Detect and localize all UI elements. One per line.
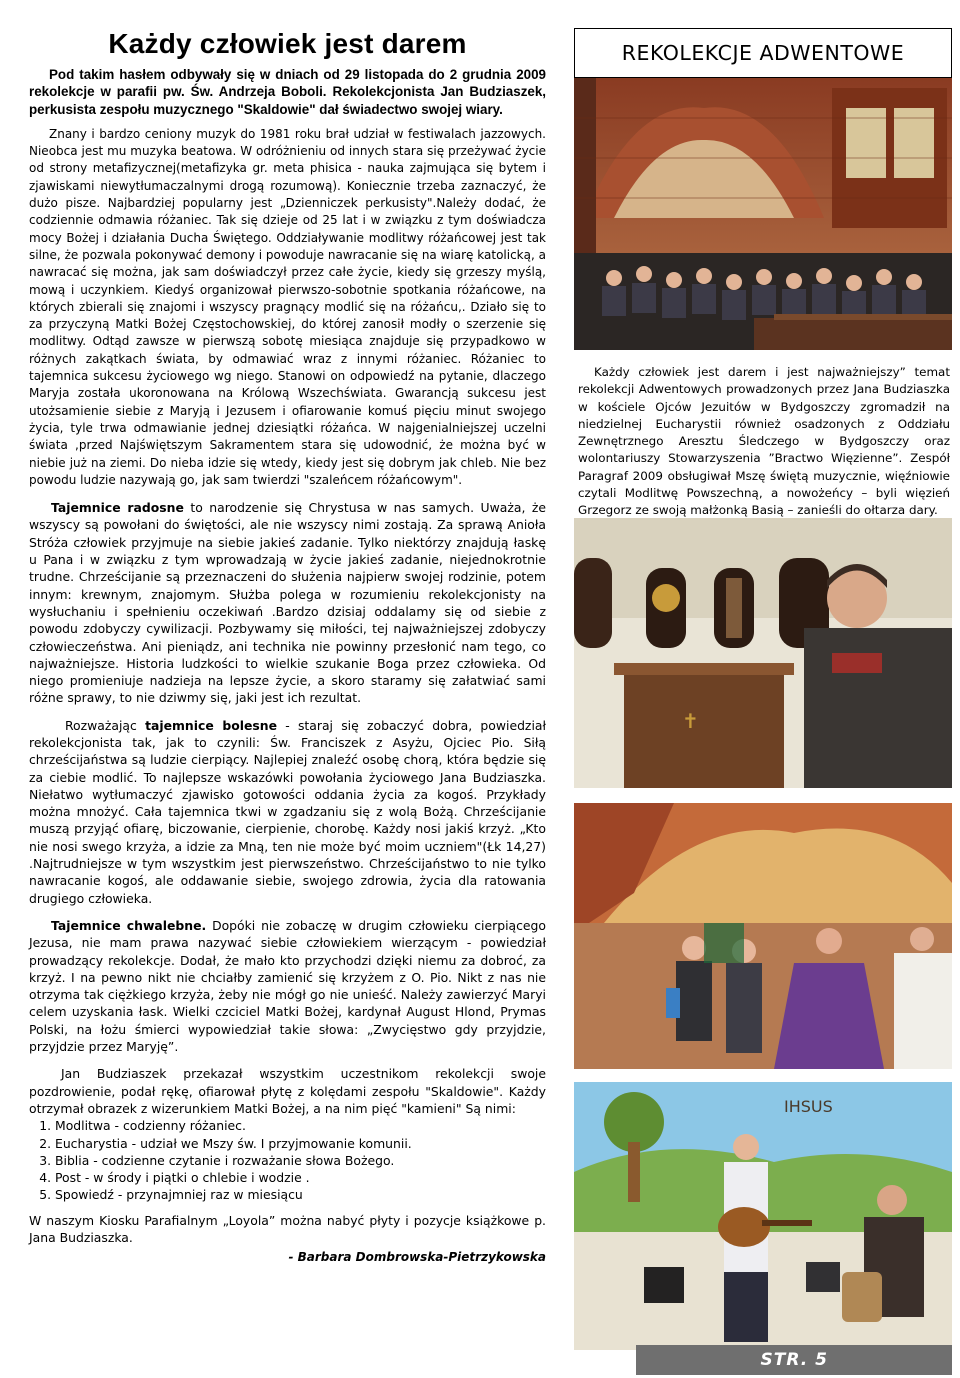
- svg-text:IHSUS: IHSUS: [784, 1097, 833, 1116]
- paragraph-3: [29, 717, 546, 907]
- paragraph-2-heading: Tajemnice radosne: [51, 500, 184, 516]
- photo-ceremony: [574, 803, 952, 1069]
- paragraph-4-text: Dopóki nie zobaczę w drugim człowieku cierpiącego Jezusa, nie mam prawa nazywać siebie człowiekiem wierzącym - powiedział prowadzący rekolekcje. Dodał, że mało kto przychodzi dzięki niemu za dobroć, za krzyż. I na pewno nikt nie chciałby zamienić się krzyżem z O. Pio. Nikt z nas nie otrzyma tak ciężkiego krzyża, żeby nie mógł go nie unieść. Należy zawierzyć Maryi celem uzyskania łask. Wielki czciciel Matki Bożej, kardynał August Hlond, Prymas Polski, na łożu śmierci wypowiedział takie słowa: „Zwycięstwo gdy przyjdzie, przyjdzie przez Maryję”.: [29, 917, 546, 1055]
- paragraph-1: [29, 126, 546, 489]
- article-column: [29, 28, 546, 1264]
- article-lead-text: Pod takim hasłem odbywały się w dniach od 29 listopada do 2 grudnia 2009 rekolekcje w parafii pw. Św. Andrzeja Boboli. Rekolekcjonista Jan Budziaszek, perkusista zespołu muzycznego "Skaldowie" dał świadectwo swojej wiary.: [29, 67, 546, 117]
- paragraph-5-text: Jan Budziaszek przekazał wszystkim uczestnikom rekolekcji swoje pozdrowienie, podał rękę, ofiarował płytę z kolędami zespołu "Skaldowie". Każdy otrzymał obrazek z wizerunkiem Matki Bożej, a na nim pięć "kamieni" Są nimi:: [29, 1066, 546, 1116]
- list-item: 2. Eucharystia - udział we Mszy św. I przyjmowanie komunii.: [55, 1135, 546, 1152]
- photo-congregation: [574, 78, 952, 350]
- article-lead: [29, 66, 546, 118]
- paragraph-2: [29, 499, 546, 707]
- paragraph-3-pre: Rozważając: [65, 717, 146, 733]
- musicians-image: [574, 1082, 952, 1350]
- five-stones-list: [29, 1117, 546, 1203]
- paragraph-2-text: to narodzenie się Chrystusa w nas samych. Uważa, że wszyscy są powołani do świętości, ale nie wszyscy nimi zostają. Za sprawą Anioła Stróża człowiek przyjmuje na siebie jakieś zadanie. Tylko niektórzy znajdują łaskę u Pana i w związku z tym wprowadzają w życie jakieś zadanie, niejednokrotnie trudne. Chrześcijanie są przeznaczeni do służenia najpierw swojej rodzinie, potem innym: krewnym, znajomym. Służba polega w rozumieniu rekolekcjonisty na wysłuchaniu i spełnieniu oczekiwań .Bardzo dzisiaj oddalamy się od siebie z powodu zdobyczy cywilizacji. Pozbywamy się miłości, tej najważniejszej zdobyczy człowieczeństwa. Ani pieniądz, ani technika nie powinny przesłonić nam tego, co najważniejsze. Historia ludzkości to wielkie szukanie Boga przez człowieka. Od niego promieniuje nadzieja na lepsze życie, a skoro staramy się załatwiać sami różne sprawy, to nie dziwmy się, jaki jest ich rezultat.: [29, 500, 546, 706]
- paragraph-4: [29, 917, 546, 1055]
- list-item: 3. Biblia - codzienne czytanie i rozważanie słowa Bożego.: [55, 1152, 546, 1169]
- photo-caption: [578, 364, 950, 520]
- congregation-image: [574, 78, 952, 350]
- list-item: 4. Post - w środy i piątki o chlebie i wodzie .: [55, 1169, 546, 1186]
- article-title: Każdy człowiek jest darem: [108, 28, 467, 59]
- photo-musicians: [574, 1082, 952, 1350]
- paragraph-3-text: - staraj się zobaczyć dobra, powiedział rekolekcjonista tak, jak to czynili: Św. Franciszek z Asyżu, Ojciec Pio. Siłą chrześcijaństwa są ludzie cierpiący. Najlepiej znaleźć osobę chorą, która będzie się za ciebie modlić. To najlepsze wskazówki powołania życiowego Jana Budziaszka. Niełatwo wytłumaczyć zjawisko gotowości oddania życia za kogoś. Przykłady można mnożyć. Cała tajemnica tkwi w zgadzaniu się z wolą Bożą. Chrześcijanie muszą przyjąć ofiarę, biczowanie, cierpienie, chorobę. Każdy nosi jakiś krzyż. „Kto nie nosi swego krzyża, a idzie za Mną, ten nie może być moim uczniem"(Łk 14,27) .Najtrudniejsze w tym wszystkim jest pierwszeństwo. Chrześcijaństwo to nie tylko nawracanie kogoś, ale oddawanie siebie, swojego zdrowia, życia dla ratowania drugiego człowieka.: [29, 717, 546, 906]
- author-signature: - Barbara Dombrowska-Pietrzykowska: [288, 1250, 546, 1265]
- paragraph-6: [29, 1212, 546, 1247]
- sidebar-heading: REKOLEKCJE ADWENTOWE: [574, 28, 952, 78]
- paragraph-3-heading: tajemnice bolesne: [145, 717, 277, 733]
- paragraph-1-text: Znany i bardzo ceniony muzyk do 1981 roku brał udział w festiwalach jazzowych. Nieobca jest mu muzyka beatowa. W odróżnieniu od innych stara się przeżywać życie od strony metafizycznej(metafizyka gr. meta phisica - nauka zajmująca się bytem i zjawiskami niewytłumaczalnymi drogą rozumową). Koniecznie trzeba zaznaczyć, że dużo pisze. Najbardziej popularny jest „Dzienniczek perkusisty".Należy dodać, że codziennie odmawia różaniec. Tak się dzieje od 25 lat i w związku z tym doświadcza mocy Bożej i działania Ducha Świętego. Oddziaływanie modlitwy różańcowej jest tak silne, że pozwala pokonywać demony i powoduje nawracanie się na wiarę katolicką, a nawracać się można, jak sam doświadczył przez całe życie, kiedy się grzeszy myślą, mową i uczynkiem. Kiedyś organizował pierwszo-sobotnie spotkania różańcowe, na których zbierali się znajomi i wszyscy pragnący modlić się na różańcu,. Działo się to za przyczyną Matki Bożej Częstochowskiej, do której zanosił modły o szerzenie się modlitwy. Odtąd zawsze w pierwszą sobotę miesiąca znajduje się przypadkowo w różnych zakątkach świata, by odmawiać wraz z innymi różaniec. Różaniec to tajemnica sukcesu życiowego wg niego. Stanowi on odpowiedź na pytanie, dlaczego Maryja została ukoronowana na Królową Wszechświata. Gwarancją sukcesu jest utożsamienie siebie z Maryją i Jezusem i ofiarowanie komuś pięciu minut swojego życia, tyle trwa odmawianie jednej dziesiątki różańca. W najgenialniejszej uczelni świata ,przed Najświętszym Sakramentem stara się udowodnić, że można być w niebie już na ziemi. Do nieba idzie się wtedy, kiedy jest się dobrym jak chleb. Nie bez powodu ludzie nazywają go, jak sam twierdzi "szaleńcem różańcowym".: [29, 126, 546, 487]
- paragraph-5: [29, 1065, 546, 1117]
- paragraph-4-heading: Tajemnice chwalebne.: [51, 917, 207, 933]
- ceremony-image: [574, 803, 952, 1069]
- list-item: 5. Spowiedź - przynajmniej raz w miesiącu: [55, 1186, 546, 1203]
- svg-text:✝: ✝: [682, 709, 699, 733]
- sidebar-column: [574, 28, 952, 1116]
- photo-caption-text: Każdy człowiek jest darem i jest najważniejszy” temat rekolekcji Adwentowych prowadzonych przez Jana Budziaszka w kościele Ojców Jezuitów w Bydgoszczy zgromadził na niedzielnej Eucharystii również osadzonych z Oddziału Zewnętrznego Aresztu Śledczego w Bydgoszczy oraz wolontariuszy Stowarzyszenia ”Bractwo Więzienne”. Zespół Paragraf 2009 obsługiwał Mszę świętą muzycznie, więźniowie czytali Modlitwę Powszechną, a nowożeńcy – byli więzień Grzegorz ze swoją małżonką Basią – zanieśli do ołtarza dary.: [578, 365, 950, 518]
- list-item: 1. Modlitwa - codzienny różaniec.: [55, 1117, 546, 1134]
- paragraph-6-text: W naszym Kiosku Parafialnym „Loyola” można nabyć płyty i pozycje książkowe p. Jana Budziaszka.: [29, 1212, 546, 1245]
- page-number-badge: STR. 5: [636, 1345, 952, 1375]
- photo-speaker: [574, 518, 952, 788]
- speaker-image: [574, 518, 952, 788]
